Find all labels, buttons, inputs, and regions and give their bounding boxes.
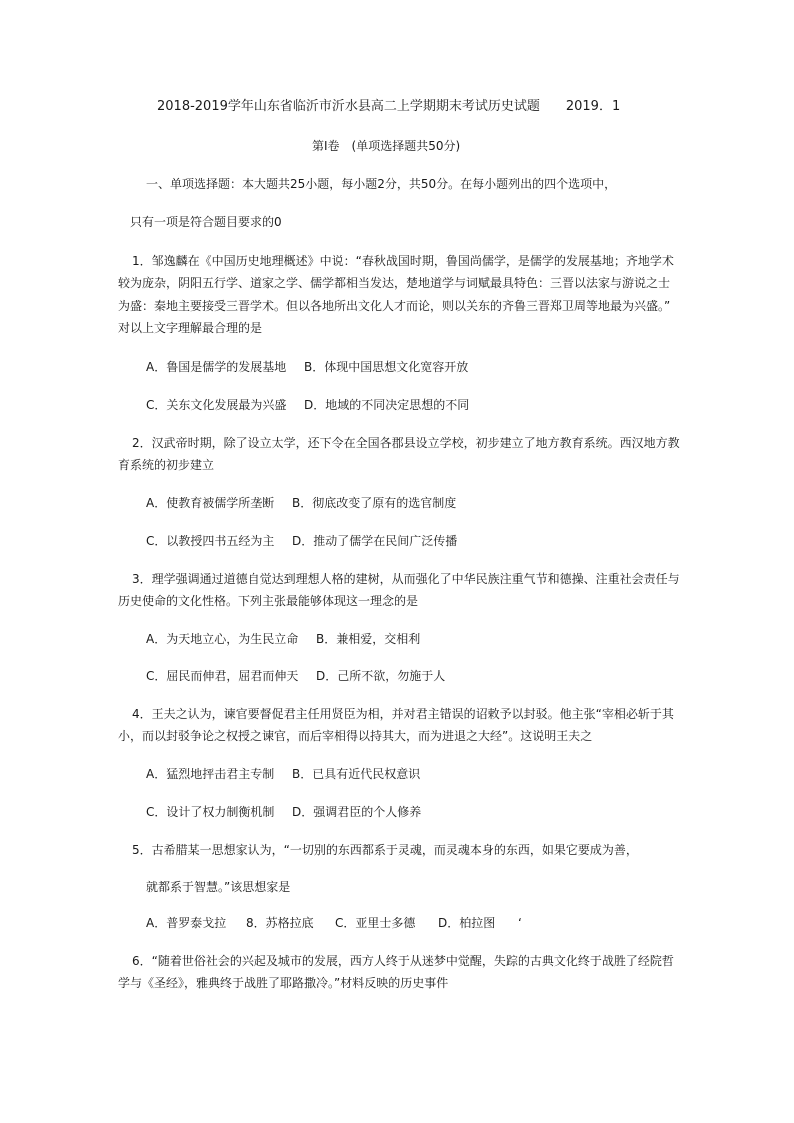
question-3-line: 3．理学强调通过道德自觉达到理想人格的建树，从而强化了中华民族注重气节和德操、注重社会责任与 <box>132 572 680 586</box>
option-c[interactable]: C．屈民而伸君，屈君而伸天 <box>146 669 299 683</box>
question-4-line: 4．王夫之认为，谏官要督促君主任用贤臣为相，并对君主错误的诏敕予以封驳。他主张“宰相必斩于其 <box>132 707 674 721</box>
question-3-options-row <box>146 668 445 684</box>
option-c[interactable]: C．以教授四书五经为主 <box>146 534 275 548</box>
question-5-options-row <box>146 915 522 931</box>
question-1-options-row <box>146 359 468 375</box>
question-1-line: 1．邹逸麟在《中国历史地理概述》中说：“春秋战国时期，鲁国尚儒学，是儒学的发展基地；齐地学术 <box>132 254 674 268</box>
option-a[interactable]: A．使教育被儒学所垄断 <box>146 496 275 510</box>
option-d[interactable]: D．己所不欲，勿施于人 <box>316 669 446 683</box>
instruction-line: 一、单项选择题：本大题共25小题，每小题2分，共50分。在每小题列出的四个选项中， <box>146 177 617 191</box>
option-d[interactable]: D．地域的不同决定思想的不同 <box>304 398 470 412</box>
question-2-line: 2．汉武帝时期，除了设立太学，还下令在全国各郡县设立学校，初步建立了地方教育系统。西汉地方教 <box>132 436 680 450</box>
option-a[interactable]: A．为天地立心，为生民立命 <box>146 632 299 646</box>
question-4-options-row <box>146 804 421 820</box>
question-5-line: 5．古希腊某一思想家认为，“一切别的东西都系于灵魂，而灵魂本身的东西，如果它要成为善， <box>132 843 638 857</box>
option-a[interactable]: A．猛烈地抨击君主专制 <box>146 767 275 781</box>
option-c[interactable]: C．设计了权力制衡机制 <box>146 805 275 819</box>
question-2-line: 育系统的初步建立 <box>118 458 215 472</box>
section-subtitle: 第Ⅰ卷 (单项选择题共50分) <box>312 139 461 153</box>
question-3-line: 历史使命的文化性格。下列主张最能够体现这一理念的是 <box>118 594 419 608</box>
question-1-line: 较为庞杂，阴阳五行学、道家之学、儒学都相当发达，楚地道学与词赋最具特色：三晋以法家与游说之士 <box>118 276 671 290</box>
question-2-options-row <box>146 533 457 549</box>
option-c[interactable]: C．关东文化发展最为兴盛 <box>146 398 287 412</box>
question-1-options-row <box>146 397 469 413</box>
option-d[interactable]: D．推动了儒学在民间广泛传播 <box>292 534 458 548</box>
option-b[interactable]: B．彻底改变了原有的选官制度 <box>292 496 457 510</box>
option-c[interactable]: C．亚里士多德 <box>335 916 416 930</box>
option-b[interactable]: B．已具有近代民权意识 <box>292 767 421 781</box>
question-5-line: 就都系于智慧。”该思想家是 <box>146 880 291 894</box>
question-1-line: 对以上文字理解最合理的是 <box>118 321 263 335</box>
question-6-line: 6．“随着世俗社会的兴起及城市的发展，西方人终于从迷梦中觉醒，失踪的古典文化终于战胜了经院哲 <box>132 954 674 968</box>
question-1-line: 为盛：秦地主要接受三晋学术。但以各地所出文化人才而论，则以关东的齐鲁三晋郑卫周等地最为兴盛。” <box>118 299 671 313</box>
question-6-line: 学与《圣经》，雅典终于战胜了耶路撒冷。”材料反映的历史事件 <box>118 976 449 990</box>
option-d[interactable]: D．柏拉图 <box>438 916 496 930</box>
question-4-line: 小，而以封驳争论之权授之谏官，而后宰相得以持其大，而为进退之大经”。这说明王夫之 <box>118 729 593 743</box>
option-b[interactable]: 8．苏格拉底 <box>246 916 314 930</box>
question-2-options-row <box>146 495 456 511</box>
option-d[interactable]: D．强调君臣的个人修养 <box>292 805 422 819</box>
stray-mark: ‘ <box>518 916 522 930</box>
option-a[interactable]: A．鲁国是儒学的发展基地 <box>146 360 287 374</box>
page-title: 2018-2019学年山东省临沂市沂水县高二上学期期末考试历史试题 2019．1 <box>157 99 621 114</box>
question-4-options-row <box>146 766 420 782</box>
instruction-line: 只有一项是符合题目要求的0 <box>130 215 282 229</box>
option-b[interactable]: B．兼相爱，交相利 <box>316 632 421 646</box>
question-3-options-row <box>146 631 420 647</box>
option-b[interactable]: B．体现中国思想文化宽容开放 <box>304 360 469 374</box>
option-a[interactable]: A．普罗泰戈拉 <box>146 916 227 930</box>
